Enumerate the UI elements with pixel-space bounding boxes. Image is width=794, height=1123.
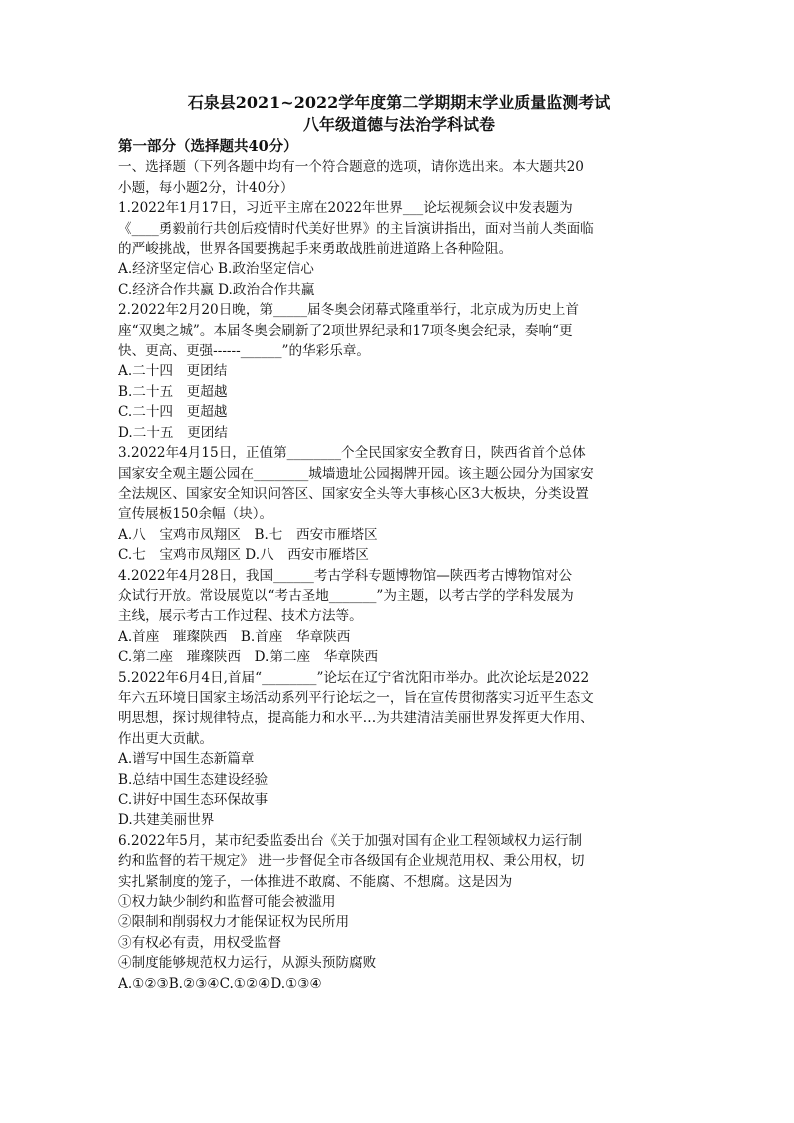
question-4-options: C.第二座 璀璨陕西 D.第二座 华章陕西 <box>118 649 379 666</box>
question-6-text: 6.2022年5月，某市纪委监委出台《关于加强对国有企业工程领域权力运行制 <box>118 832 583 849</box>
question-5-option: A.谱写中国生态新篇章 <box>118 751 255 768</box>
question-2-option: A.二十四 更团结 <box>118 363 228 380</box>
question-6-statement: ③有权必有责，用权受监督 <box>118 934 282 951</box>
question-3-options: A.八 宝鸡市凤翔区 B.七 西安市雁塔区 <box>118 526 378 543</box>
question-5-text: 作出更大贡献。 <box>118 730 214 747</box>
exam-content <box>118 137 684 994</box>
question-2-option: B.二十五 更超越 <box>118 383 228 400</box>
question-5-option: B.总结中国生态建设经验 <box>118 771 269 788</box>
question-4-options: A.首座 璀璨陕西 B.首座 华章陕西 <box>118 628 351 645</box>
question-1-text: 1.2022年1月17日，习近平主席在2022年世界___论坛视频会议中发表题为 <box>118 200 573 217</box>
question-6-statement: ②限制和削弱权力才能保证权为民所用 <box>118 914 350 931</box>
question-6-options: A.①②③B.②③④C.①②④D.①③④ <box>118 975 322 992</box>
question-2-option: C.二十四 更超越 <box>118 404 228 421</box>
instruction-line: 小题，每小题2分，计40分） <box>118 179 294 196</box>
question-4-text: 众试行开放。常设展览以“考古圣地_______”为主题，以考古学的学科发展为 <box>118 587 574 604</box>
question-4-text: 4.2022年4月28日，我国______考古学科专题博物馆—陕西考古博物馆对公 <box>118 567 573 584</box>
question-3-text: 国家安全观主题公园在________城墙遗址公园揭牌开园。该主题公园分为国家安 <box>118 465 594 482</box>
question-2-text: 座“双奥之城”。本届冬奥会刷新了2项世界纪录和17项冬奥会纪录，奏响“更 <box>118 322 573 339</box>
exam-header <box>118 92 680 136</box>
question-2-option: D.二十五 更团结 <box>118 424 228 441</box>
question-3-text: 宣传展板150余幅（块）。 <box>118 506 274 523</box>
instruction-line: 一、选择题（下列各题中均有一个符合题意的选项，请你选出来。本大题共20 <box>118 159 584 176</box>
question-6-text: 约和监督的若干规定》 进一步督促全市各级国有企业规范用权、秉公用权，切 <box>118 853 585 870</box>
question-5-option: D.共建美丽世界 <box>118 812 215 829</box>
question-1-options: C.经济合作共赢 D.政治合作共赢 <box>118 281 315 298</box>
question-3-options: C.七 宝鸡市凤翔区 D.八 西安市雁塔区 <box>118 547 369 564</box>
question-5-option: C.讲好中国生态环保故事 <box>118 792 269 808</box>
question-6-text: 实扎紧制度的笼子，一体推进不敢腐、不能腐、不想腐。这是因为 <box>118 873 513 890</box>
question-5-text: 明思想，探讨规律特点，提高能力和水平…为共建清洁美丽世界发挥更大作用、 <box>118 710 594 727</box>
question-1-text: 《____勇毅前行共创后疫情时代美好世界》的主旨演讲指出，面对当前人类面临 <box>118 220 594 237</box>
section-heading: 第一部分（选择题共40分） <box>118 138 298 155</box>
question-1-text: 的严峻挑战，世界各国要携起手来勇敢战胜前进道路上各种险阻。 <box>118 241 513 258</box>
exam-subtitle: 八年级道德与法治学科试卷 <box>302 115 495 134</box>
question-2-text: 2.2022年2月20日晚，第_____届冬奥会闭幕式隆重举行，北京成为历史上首 <box>118 302 579 319</box>
question-5-text: 年六五环境日国家主场活动系列平行论坛之一，旨在宣传贯彻落实习近平生态文 <box>118 689 594 706</box>
question-2-text: 快、更高、更强------______”的华彩乐章。 <box>118 343 371 360</box>
question-6-statement: ①权力缺少制约和监督可能会被滥用 <box>118 894 336 911</box>
exam-title: 石泉县2021~2022学年度第二学期期末学业质量监测考试 <box>187 93 611 112</box>
question-4-text: 主线，展示考古工作过程、技术方法等。 <box>118 608 363 625</box>
question-3-text: 全法规区、国家安全知识问答区、国家安全头等大事核心区3大板块，分类设置 <box>118 485 589 502</box>
question-3-text: 3.2022年4月15日，正值第________个全民国家安全教育日，陕西省首个总体 <box>118 445 586 462</box>
question-5-text: 5.2022年6月4日,首届“________”论坛在辽宁省沈阳市举办。此次论坛是2022 <box>118 669 590 686</box>
question-1-options: A.经济坚定信心 B.政治坚定信心 <box>118 261 314 278</box>
question-6-statement: ④制度能够规范权力运行，从源头预防腐败 <box>118 955 377 972</box>
